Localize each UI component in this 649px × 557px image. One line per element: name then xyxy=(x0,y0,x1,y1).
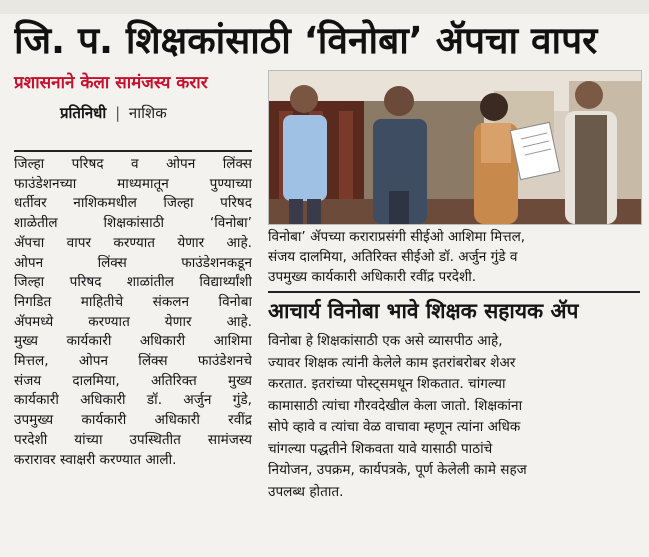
byline-name: प्रतिनिधी xyxy=(60,104,107,122)
body-line: मित्तल, ओपन लिंक्स फाउंडेशनचे xyxy=(14,353,252,370)
article-body xyxy=(14,150,252,470)
caption-line: उपमुख्य कार्यकारी अधिकारी रवींद्र परदेशी. xyxy=(268,268,477,285)
photo-caption xyxy=(268,228,640,287)
byline-place: नाशिक xyxy=(128,104,167,122)
event-photo xyxy=(268,70,642,225)
body-line: ॲपचा वापर करण्यात येणार आहे. xyxy=(14,234,252,251)
caption-line: विनोबा’ ॲपच्या कराराप्रसंगी सीईओ आशिमा मित्तल, xyxy=(268,229,526,245)
section-line: कामासाठी त्यांचा गौरवदेखील केला जातो. शिक्षकांना xyxy=(268,397,523,414)
body-line: कार्यकारी अधिकारी डॉ. अर्जुन गुंडे, xyxy=(14,392,252,409)
body-line: ओपन लिंक्स फाउंडेशनकडून xyxy=(14,254,252,271)
byline xyxy=(60,103,167,123)
section-line: नियोजन, उपक्रम, कार्यपत्रके, पूर्ण केलेली कामे सहज xyxy=(268,462,527,478)
body-line: करारावर स्वाक्षरी करण्यात आली. xyxy=(14,451,177,468)
byline-separator: | xyxy=(115,104,121,122)
section-line: सोपे व्हावे व त्यांचा वेळ वाचावा म्हणून त्यांना अधिक xyxy=(268,419,521,435)
section-line: विनोबा हे शिक्षकांसाठी एक असे व्यासपीठ आहे, xyxy=(268,333,503,349)
section-divider xyxy=(268,291,640,293)
previous-article-fragment xyxy=(0,0,649,14)
headline: जि. प. शिक्षकांसाठी ‘विनोबा’ ॲपचा वापर xyxy=(14,19,598,62)
section-line: ज्यावर शिक्षक त्यांनी केलेले काम इतरांबरोबर शेअर xyxy=(268,354,516,371)
body-line: ॲपमध्ये करण्यात येणार आहे. xyxy=(14,313,252,330)
caption-line: संजय दालमिया, अतिरिक्त सीईओ डॉ. अर्जुन गुंडे व xyxy=(268,248,518,265)
section-line: उपलब्ध होतात. xyxy=(268,483,344,500)
body-line: जिल्हा परिषद व ओपन लिंक्स xyxy=(14,156,252,172)
section-line: करतात. इतरांच्या पोस्ट्समधून शिकतात. चांगल्या xyxy=(268,376,506,392)
body-line: जिल्हा परिषद शाळांतील विद्यार्थ्यांशी xyxy=(14,274,252,291)
body-line: संजय दालमिया, अतिरिक्त मुख्य xyxy=(14,372,252,389)
body-line: परदेशी यांच्या उपस्थितीत सामंजस्य xyxy=(14,431,252,448)
body-line: धर्तीवर नाशिकमधील जिल्हा परिषद xyxy=(14,195,252,212)
body-line: शाळेतील शिक्षकांसाठी ‘विनोबा’ xyxy=(14,215,252,232)
body-line: उपमुख्य कार्यकारी अधिकारी रवींद्र xyxy=(14,412,252,429)
body-line: फाउंडेशनच्या माध्यमातून पुण्याच्या xyxy=(14,175,252,192)
body-line: मुख्य कार्यकारी अधिकारी आशिमा xyxy=(14,333,252,350)
section-line: चांगल्या पद्धतीने शिकवता यावे यासाठी पाठांचे xyxy=(268,440,493,457)
section-body xyxy=(268,331,640,503)
body-line: निगडित माहितीचे संकलन विनोबा xyxy=(14,293,252,310)
subheadline: प्रशासनाने केला सामंजस्य करार xyxy=(14,73,208,93)
section-title: आचार्य विनोबा भावे शिक्षक सहायक ॲप xyxy=(268,299,579,323)
